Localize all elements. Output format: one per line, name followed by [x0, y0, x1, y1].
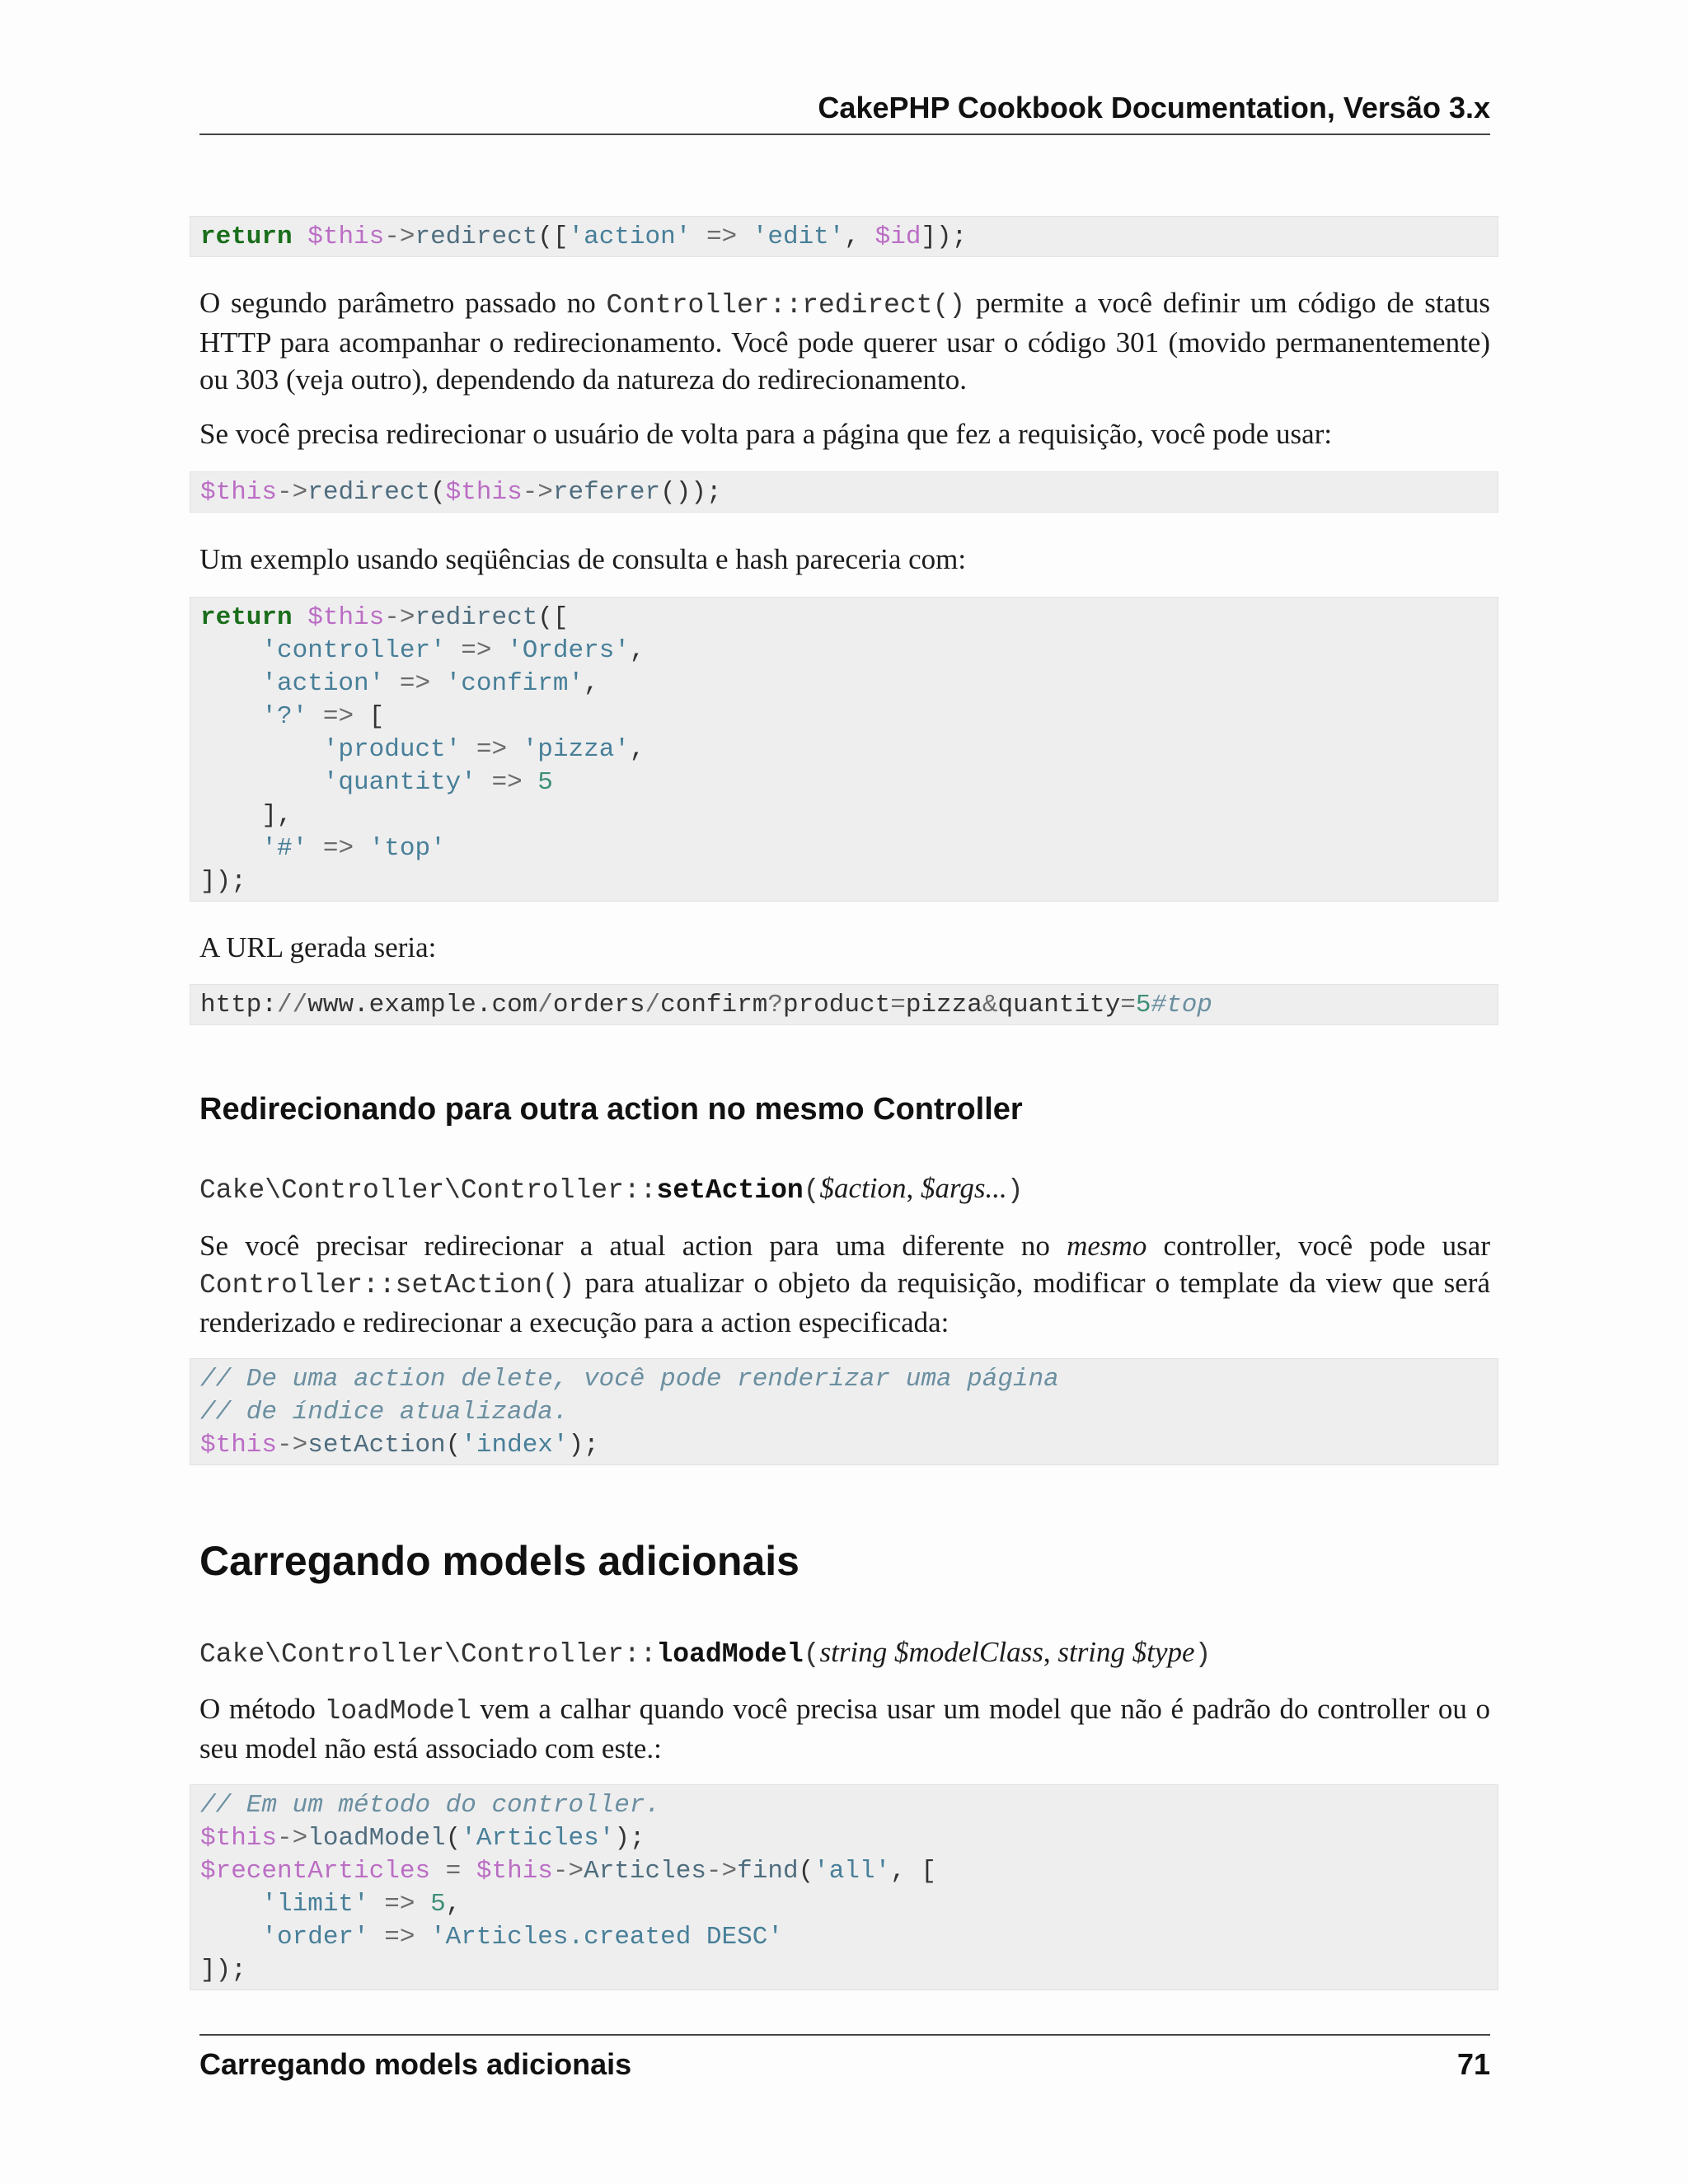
method-signature-loadmodel: [199, 1636, 1211, 1670]
code-op: ->: [384, 603, 415, 632]
code-block-referer: [190, 471, 1498, 513]
code-string: 'all': [814, 1857, 891, 1886]
code-op: =: [430, 1857, 476, 1886]
header-title: CakePHP Cookbook Documentation, Versão 3.x: [818, 91, 1490, 124]
code-punct: [: [368, 702, 385, 731]
code-punct: ]);: [200, 1956, 246, 1985]
code-string: 'order': [261, 1923, 369, 1952]
code-fn: referer: [552, 478, 661, 507]
code-op: //: [277, 991, 308, 1019]
page-number: 71: [1456, 2047, 1490, 2081]
code-string: 'top': [368, 834, 446, 863]
code-op: /: [645, 991, 661, 1019]
code-var: $this: [200, 478, 278, 507]
code-fn: redirect: [415, 603, 538, 632]
code-block-loadmodel: [190, 1784, 1498, 1990]
running-header: [199, 91, 1490, 135]
code-punct: ]);: [921, 223, 968, 251]
code-keyword: return: [200, 603, 293, 632]
text: O método: [199, 1693, 325, 1725]
signature-punct: (: [803, 1175, 820, 1206]
code-string: 'product': [322, 735, 462, 764]
code-op: &: [982, 991, 998, 1019]
code-op: =>: [368, 1890, 431, 1919]
code-op: =: [1120, 991, 1136, 1019]
code-block-query-redirect: return $this->redirect([ 'controller' => 'Orders', 'action' => 'confirm', '?' => [ 'product' => 'pizza', 'quantity' => 5 ], '#' => 'top' ]);: [190, 597, 1498, 902]
signature-param: $args...: [921, 1172, 1007, 1204]
inline-code: loadModel: [324, 1696, 471, 1727]
code-block-setaction: [190, 1358, 1498, 1465]
code-punct: );: [568, 1431, 599, 1460]
code-var: $this: [476, 1857, 553, 1886]
code-string: '#': [261, 834, 308, 863]
code-string: '?': [261, 702, 308, 731]
code-comment: // De uma action delete, você pode renderizar uma página: [200, 1365, 1059, 1394]
signature-namespace: Cake\Controller\Controller::: [199, 1175, 657, 1206]
paragraph-setaction: [199, 1227, 1490, 1341]
code-text: orders: [552, 991, 645, 1019]
code-punct: );: [614, 1824, 645, 1853]
signature-sep: ,: [1043, 1636, 1058, 1668]
running-footer: [199, 2034, 1490, 2082]
paragraph-generated-url: A URL gerada seria:: [199, 931, 437, 963]
code-op: =>: [384, 669, 446, 698]
code-op: =>: [307, 834, 369, 863]
code-text: www.example.com: [307, 991, 538, 1019]
text: permite a você definir um código de status HTTP para acompanhar o redirecionamento. Você pode querer usar o código 301 (movido permanentemente) ou 303 (veja outro), dependendo da natureza do redirecionamento.: [199, 287, 1490, 396]
code-op: =>: [691, 223, 753, 251]
code-op: ->: [552, 1857, 584, 1886]
signature-sep: ,: [906, 1172, 921, 1204]
signature-punct: ): [1006, 1175, 1024, 1206]
code-op: =>: [476, 768, 538, 797]
signature-param: $action: [819, 1172, 907, 1204]
code-number: 5: [1135, 991, 1151, 1019]
code-op: ->: [384, 223, 415, 251]
code-string: 'quantity': [322, 768, 476, 797]
signature-param: string $type: [1057, 1636, 1195, 1668]
code-fn: find: [737, 1857, 799, 1886]
code-block-url: [190, 984, 1498, 1025]
inline-code: Controller::redirect(): [606, 290, 966, 321]
section-heading-load-models: Carregando models adicionais: [199, 1538, 799, 1584]
code-string: 'edit': [752, 223, 845, 251]
paragraph-redirect-status: [199, 284, 1490, 398]
code-op: ->: [277, 1431, 308, 1460]
code-var: $this: [200, 1824, 278, 1853]
code-string: 'Articles': [461, 1824, 615, 1853]
code-number: 5: [537, 768, 553, 797]
code-string: 'controller': [261, 636, 446, 665]
code-op: =>: [307, 702, 369, 731]
text: O segundo parâmetro passado no: [199, 287, 607, 319]
code-fn: loadModel: [307, 1824, 446, 1853]
code-op: ->: [522, 478, 553, 507]
code-fn: setAction: [307, 1431, 446, 1460]
code-punct: ());: [660, 478, 722, 507]
code-string: 'limit': [261, 1890, 369, 1919]
code-punct: ([: [537, 603, 569, 632]
text: para atualizar o objeto da requisição, modificar o template da view que será renderizado e redirecionar a execução para a action especificada:: [199, 1267, 1490, 1338]
code-string: 'index': [461, 1431, 569, 1460]
paragraph-loadmodel: [199, 1690, 1490, 1767]
code-var: $id: [874, 223, 921, 251]
code-op: /: [537, 991, 553, 1019]
signature-punct: ): [1194, 1639, 1212, 1670]
signature-method-name: loadModel: [656, 1639, 804, 1670]
code-text: http:: [200, 991, 278, 1019]
paragraph-query-example: Um exemplo usando seqüências de consulta e hash pareceria com:: [199, 543, 967, 575]
code-var: $this: [200, 1431, 278, 1460]
code-punct: ,: [445, 1890, 462, 1919]
code-var: $this: [307, 223, 385, 251]
method-signature-setaction: [199, 1172, 1024, 1206]
section-heading-redirect-action: Redirecionando para outra action no mesmo Controller: [199, 1092, 1023, 1127]
code-punct: (: [798, 1857, 814, 1886]
code-comment: // de índice atualizada.: [200, 1398, 569, 1427]
code-comment: #top: [1151, 991, 1212, 1019]
emphasis: mesmo: [1067, 1230, 1147, 1262]
code-op: ?: [767, 991, 783, 1019]
code-number: 5: [430, 1890, 446, 1919]
code-punct: ,: [890, 1857, 921, 1886]
code-fn: redirect: [415, 223, 538, 251]
code-punct: [: [921, 1857, 937, 1886]
code-fn: redirect: [307, 478, 431, 507]
code-op: ->: [706, 1857, 738, 1886]
text: Se você precisar redirecionar a atual action para uma diferente no: [199, 1230, 1067, 1262]
code-op: ->: [277, 478, 308, 507]
code-var: $this: [445, 478, 523, 507]
code-op: =>: [368, 1923, 431, 1952]
code-string: 'action': [568, 223, 692, 251]
code-string: 'Articles.created DESC': [430, 1923, 783, 1952]
text: vem a calhar quando você precisa usar um model que não é padrão do controller ou o seu model não está associado com este.:: [199, 1693, 1490, 1765]
code-punct: (: [445, 1431, 462, 1460]
inline-code: Controller::setAction(): [199, 1270, 575, 1301]
code-string: 'Orders': [507, 636, 630, 665]
code-comment: // Em um método do controller.: [200, 1791, 661, 1820]
code-text: product: [782, 991, 891, 1019]
code-block-redirect-edit: [190, 216, 1498, 257]
code-keyword: return: [200, 223, 293, 251]
signature-punct: (: [803, 1639, 820, 1670]
code-punct: ([: [537, 223, 569, 251]
code-string: 'confirm': [445, 669, 584, 698]
code-op: =>: [461, 735, 523, 764]
paragraph-referer: Se você precisa redirecionar o usuário de volta para a página que fez a requisição, você pode usar:: [199, 418, 1333, 450]
code-punct: (: [445, 1824, 462, 1853]
code-fn: Articles: [584, 1857, 706, 1886]
code-var: $recentArticles: [200, 1857, 431, 1886]
code-punct: ]);: [200, 867, 246, 896]
code-punct: (: [430, 478, 446, 507]
footer-section-title: Carregando models adicionais: [199, 2047, 632, 2081]
signature-method-name: setAction: [656, 1175, 804, 1206]
code-string: 'pizza': [522, 735, 630, 764]
code-punct: ,: [844, 223, 875, 251]
code-op: =>: [445, 636, 508, 665]
code-string: 'action': [261, 669, 385, 698]
code-op: ->: [277, 1824, 308, 1853]
code-text: pizza: [905, 991, 982, 1019]
signature-param: string $modelClass: [819, 1636, 1043, 1668]
text: controller, você pode usar: [1146, 1230, 1490, 1262]
signature-namespace: Cake\Controller\Controller::: [199, 1639, 657, 1670]
code-text: confirm: [660, 991, 768, 1019]
code-op: =: [890, 991, 906, 1019]
code-text: quantity: [997, 991, 1121, 1019]
code-punct: ],: [261, 801, 293, 830]
code-var: $this: [307, 603, 385, 632]
